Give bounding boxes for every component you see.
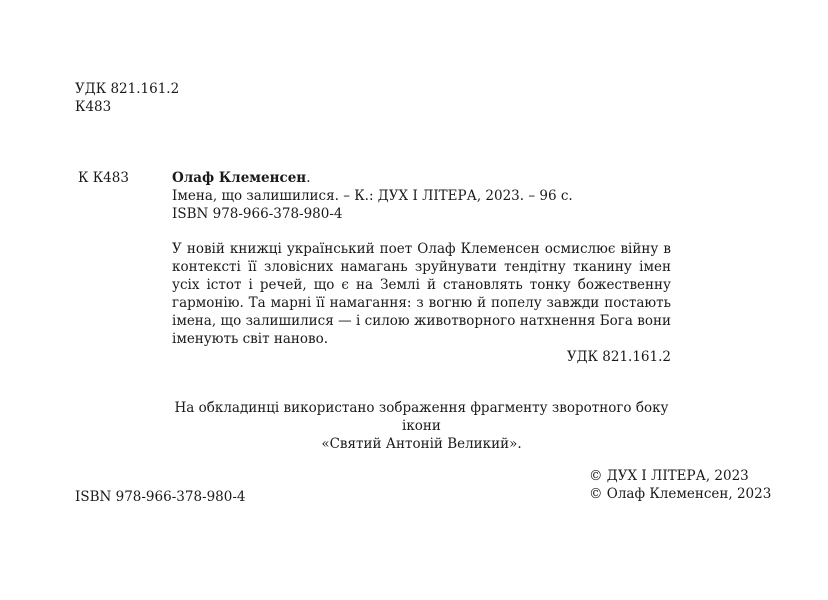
annotation: [172, 240, 671, 366]
author-period: .: [306, 170, 311, 186]
cover-note-line-2: «Святий Антоній Великий».: [321, 436, 522, 452]
annotation-udk: УДК 821.161.2: [566, 349, 671, 365]
footer-isbn: ISBN 978-966-378-980-4: [75, 489, 246, 505]
copyright-author: © Олаф Клеменсен, 2023: [589, 486, 772, 502]
cover-note: [172, 399, 671, 453]
copyright-publisher: © ДУХ І ЛІТЕРА, 2023: [589, 468, 749, 484]
annotation-text: У новій книжці український поет Олаф Клеменсен осмислює війну в контексті її зловісних намагань зруйнувати тендітну тканину імен усіх істот і речей, що є на Землі й становлять тонку божественну гармонію. Та марні її намагання: з вогню й попелу завжди постають імена, що залишилися — і силою животворного натхнення Бога вони іменують світ наново.: [172, 241, 671, 347]
record-isbn: ISBN 978-966-378-980-4: [172, 206, 343, 222]
catalog-card-id: К К483: [78, 170, 129, 186]
author-name: Олаф Клеменсен: [172, 170, 307, 186]
cover-note-line-1: На обкладинці використано зображення фрагменту зворотного боку ікони: [174, 400, 669, 434]
author-mark: К483: [75, 99, 112, 115]
bibliographic-record: [172, 169, 573, 223]
udk-header: [75, 80, 179, 116]
copyright-block: [589, 467, 771, 503]
title-line: Імена, що залишилися. – К.: ДУХ І ЛІТЕРА, 2023. – 96 с.: [172, 188, 573, 204]
udk-code: УДК 821.161.2: [75, 81, 180, 97]
author-line: [172, 169, 573, 187]
